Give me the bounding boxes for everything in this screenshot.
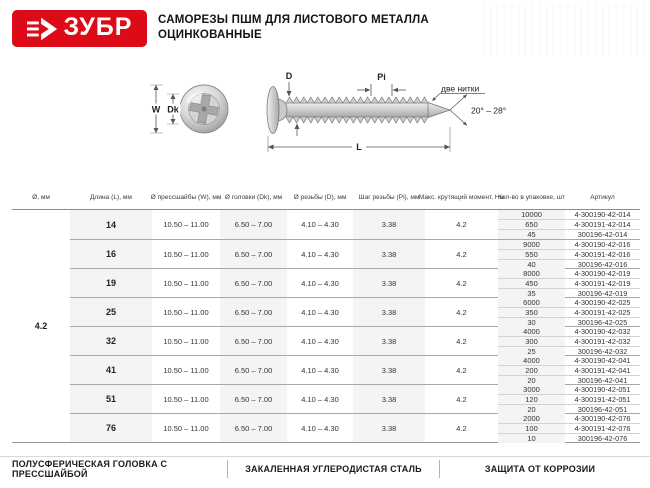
length-cell: 41	[70, 356, 152, 384]
pack-subrow	[498, 240, 640, 249]
pack-qty-cell: 450	[498, 279, 565, 288]
table-row	[70, 297, 640, 326]
thread-pitch-cell: 3.38	[353, 414, 425, 442]
label-dk: Dk	[167, 104, 179, 115]
col-header-diameter: Ø, мм	[32, 193, 50, 201]
thread-pitch-cell: 3.38	[353, 356, 425, 384]
thread-diameter-cell: 4.10 – 4.30	[301, 336, 339, 346]
thread-diameter-cell: 4.10 – 4.30	[301, 394, 339, 404]
pack-qty-cell: 10000	[498, 210, 565, 219]
head-diameter-cell: 6.50 – 7.00	[220, 356, 287, 384]
washer-diameter-cell: 10.50 – 11.00	[163, 336, 209, 346]
pack-subrow	[498, 249, 640, 259]
page-title-line1: САМОРЕЗЫ ПШМ ДЛЯ ЛИСТОВОГО МЕТАЛЛА	[158, 14, 429, 26]
pack-subrow	[498, 269, 640, 278]
pack-qty-cell: 2000	[498, 414, 565, 423]
length-cell: 76	[70, 414, 152, 442]
table-body	[70, 210, 640, 442]
torque-cell: 4.2	[456, 365, 467, 375]
screw-diagram	[140, 66, 540, 181]
page-title-line2: ОЦИНКОВАННЫЕ	[158, 29, 262, 41]
length-cell: 51	[70, 385, 152, 413]
washer-diameter-cell: 10.50 – 11.00	[163, 423, 209, 433]
length-cell: 32	[70, 327, 152, 355]
sku-cell: 300196-42-025	[577, 318, 628, 327]
dimension-dk	[166, 94, 181, 124]
table-row	[70, 268, 640, 297]
pack-subrow	[498, 346, 640, 356]
pack-qty-cell: 35	[498, 289, 565, 298]
sku-cell: 4-300191-42-041	[574, 366, 631, 375]
col-header-torque: Макс. крутящий момент, Нм	[418, 193, 505, 201]
thread-diameter-cell: 4.10 – 4.30	[301, 365, 339, 375]
pack-subrow	[498, 278, 640, 288]
footer-divider	[0, 456, 650, 457]
sku-cell: 4-300190-42-025	[574, 298, 631, 307]
washer-diameter-cell: 10.50 – 11.00	[163, 394, 209, 404]
dimension-l	[268, 127, 450, 152]
col-header-length: Длина (L), мм	[90, 193, 132, 201]
pack-subrow	[498, 336, 640, 346]
washer-diameter-cell: 10.50 – 11.00	[163, 307, 209, 317]
sku-cell: 4-300190-42-051	[574, 385, 631, 394]
thread-pitch-cell: 3.38	[353, 269, 425, 297]
sku-cell: 4-300191-42-014	[574, 220, 631, 229]
sku-cell: 4-300191-42-019	[574, 279, 631, 288]
length-cell: 16	[70, 240, 152, 268]
dimension-w	[150, 85, 163, 133]
pack-subrow	[498, 385, 640, 394]
sku-cell: 4-300190-42-076	[574, 414, 631, 423]
pack-subrow	[498, 423, 640, 433]
sku-cell: 4-300190-42-016	[574, 240, 631, 249]
press-washer-flange	[267, 87, 279, 134]
pack-subrow	[498, 414, 640, 423]
two-threads-callout	[432, 84, 485, 102]
pack-subrow	[498, 288, 640, 298]
sku-cell: 4-300190-42-041	[574, 356, 631, 365]
pack-qty-cell: 300	[498, 337, 565, 346]
pack-qty-cell: 20	[498, 376, 565, 385]
torque-cell: 4.2	[456, 220, 467, 229]
pack-subrow	[498, 307, 640, 317]
thread-pitch-cell: 3.38	[353, 298, 425, 326]
head-diameter-cell: 6.50 – 7.00	[220, 327, 287, 355]
col-header-pack-qty: Кол-во в упаковке, шт	[498, 193, 565, 201]
sku-cell: 300196-42-076	[577, 434, 628, 443]
pack-qty-cell: 120	[498, 395, 565, 404]
footer-features	[12, 460, 640, 478]
pack-subrow	[498, 219, 640, 229]
thread-diameter-cell: 4.10 – 4.30	[301, 220, 339, 229]
pack-subrow	[498, 298, 640, 307]
brand-name: ЗУБР	[63, 13, 133, 41]
thread-pitch-cell: 3.38	[353, 385, 425, 413]
label-pi: Pi	[377, 72, 386, 82]
pack-subrow	[498, 394, 640, 404]
torque-cell: 4.2	[456, 307, 467, 317]
length-cell: 25	[70, 298, 152, 326]
pack-qty-cell: 4000	[498, 356, 565, 365]
pack-qty-cell: 200	[498, 366, 565, 375]
pack-qty-cell: 30	[498, 318, 565, 327]
length-cell: 19	[70, 269, 152, 297]
pack-qty-cell: 20	[498, 405, 565, 414]
pack-qty-cell: 10	[498, 434, 565, 443]
col-header-head: Ø головки (Dk), мм	[224, 193, 283, 201]
table-row	[70, 239, 640, 268]
pack-subrow	[498, 259, 640, 269]
head-diameter-cell: 6.50 – 7.00	[220, 240, 287, 268]
sku-cell: 4-300191-42-032	[574, 337, 631, 346]
pack-subrow	[498, 375, 640, 385]
screw-side-view	[267, 87, 450, 134]
col-header-sku: Артикул	[590, 193, 615, 201]
washer-diameter-cell: 10.50 – 11.00	[163, 278, 209, 288]
table-header-row	[12, 185, 640, 210]
thread-diameter-cell: 4.10 – 4.30	[301, 423, 339, 433]
washer-diameter-cell: 10.50 – 11.00	[163, 249, 209, 259]
pack-qty-cell: 350	[498, 308, 565, 317]
thread-diameter-cell: 4.10 – 4.30	[301, 249, 339, 259]
label-d: D	[285, 71, 293, 81]
torque-cell: 4.2	[456, 394, 467, 404]
torque-cell: 4.2	[456, 278, 467, 288]
pack-subrow	[498, 327, 640, 336]
col-header-pitch: Шаг резьбы (Pi), мм	[358, 193, 420, 201]
thread-pitch-cell: 3.38	[353, 240, 425, 268]
pack-subrow	[498, 356, 640, 365]
sku-cell: 4-300190-42-014	[574, 210, 631, 219]
tip-angle-callout	[450, 95, 506, 126]
pack-subrow	[498, 404, 640, 414]
table-row	[70, 210, 640, 239]
table-row	[70, 355, 640, 384]
brand-arrow-icon	[27, 16, 59, 42]
torque-cell: 4.2	[456, 423, 467, 433]
sku-cell: 300196-42-051	[577, 405, 628, 414]
head-diameter-cell: 6.50 – 7.00	[220, 269, 287, 297]
pack-qty-cell: 100	[498, 424, 565, 433]
label-two-threads: две нитки	[441, 83, 480, 94]
col-header-washer: Ø прессшайбы (W), мм	[150, 193, 222, 201]
sku-cell: 4-300190-42-019	[574, 269, 631, 278]
thread-diameter-cell: 4.10 – 4.30	[301, 278, 339, 288]
pack-subrow	[498, 433, 640, 443]
diameter-cell: 4.2	[34, 321, 48, 331]
head-diameter-cell: 6.50 – 7.00	[220, 385, 287, 413]
page-title	[158, 13, 429, 43]
head-diameter-cell: 6.50 – 7.00	[220, 210, 287, 239]
brand-logo	[12, 10, 147, 47]
length-cell: 14	[70, 210, 152, 239]
thread-diameter-cell: 4.10 – 4.30	[301, 307, 339, 317]
footer-item-corrosion: ЗАЩИТА ОТ КОРРОЗИИ	[484, 464, 596, 474]
screw-head-front-view	[180, 85, 228, 133]
spec-table	[12, 185, 640, 443]
sku-cell: 4-300190-42-032	[574, 327, 631, 336]
pack-subrow	[498, 229, 640, 239]
table-row	[70, 384, 640, 413]
label-angle: 20° – 28°	[471, 105, 507, 116]
sku-cell: 4-300191-42-025	[574, 308, 631, 317]
sku-cell: 300196-42-032	[577, 347, 628, 356]
pack-qty-cell: 45	[498, 230, 565, 239]
washer-diameter-cell: 10.50 – 11.00	[163, 220, 209, 229]
pack-subrow	[498, 317, 640, 327]
head-diameter-cell: 6.50 – 7.00	[220, 414, 287, 442]
thread-pitch-cell: 3.38	[353, 210, 425, 239]
col-header-thread: Ø резьбы (D), мм	[293, 193, 347, 201]
pack-qty-cell: 25	[498, 347, 565, 356]
pack-subrow	[498, 365, 640, 375]
pack-qty-cell: 4000	[498, 327, 565, 336]
sku-cell: 4-300191-42-016	[574, 250, 631, 259]
pack-qty-cell: 550	[498, 250, 565, 259]
thread-pitch-cell: 3.38	[353, 327, 425, 355]
torque-cell: 4.2	[456, 336, 467, 346]
pack-qty-cell: 40	[498, 260, 565, 269]
washer-diameter-cell: 10.50 – 11.00	[163, 365, 209, 375]
screw-tip	[428, 103, 450, 118]
label-w: W	[151, 104, 161, 115]
head-diameter-cell: 6.50 – 7.00	[220, 298, 287, 326]
sku-cell: 4-300191-42-076	[574, 424, 631, 433]
pack-qty-cell: 9000	[498, 240, 565, 249]
sku-cell: 4-300191-42-051	[574, 395, 631, 404]
pack-subrow	[498, 210, 640, 219]
pack-qty-cell: 8000	[498, 269, 565, 278]
sku-cell: 300196-42-014	[577, 230, 628, 239]
sku-cell: 300196-42-016	[577, 260, 628, 269]
label-l: L	[356, 142, 362, 152]
torque-cell: 4.2	[456, 249, 467, 259]
sku-cell: 300196-42-019	[577, 289, 628, 298]
watermark-pattern	[482, 4, 650, 56]
table-row	[70, 413, 640, 442]
table-row	[70, 326, 640, 355]
pack-qty-cell: 650	[498, 220, 565, 229]
footer-item-head-type: ПОЛУСФЕРИЧЕСКАЯ ГОЛОВКА С ПРЕССШАЙБОЙ	[12, 459, 168, 479]
pack-qty-cell: 6000	[498, 298, 565, 307]
pack-qty-cell: 3000	[498, 385, 565, 394]
footer-item-steel: ЗАКАЛЕННАЯ УГЛЕРОДИСТАЯ СТАЛЬ	[227, 460, 440, 478]
dimension-pi	[357, 72, 406, 96]
sku-cell: 300196-42-041	[577, 376, 628, 385]
